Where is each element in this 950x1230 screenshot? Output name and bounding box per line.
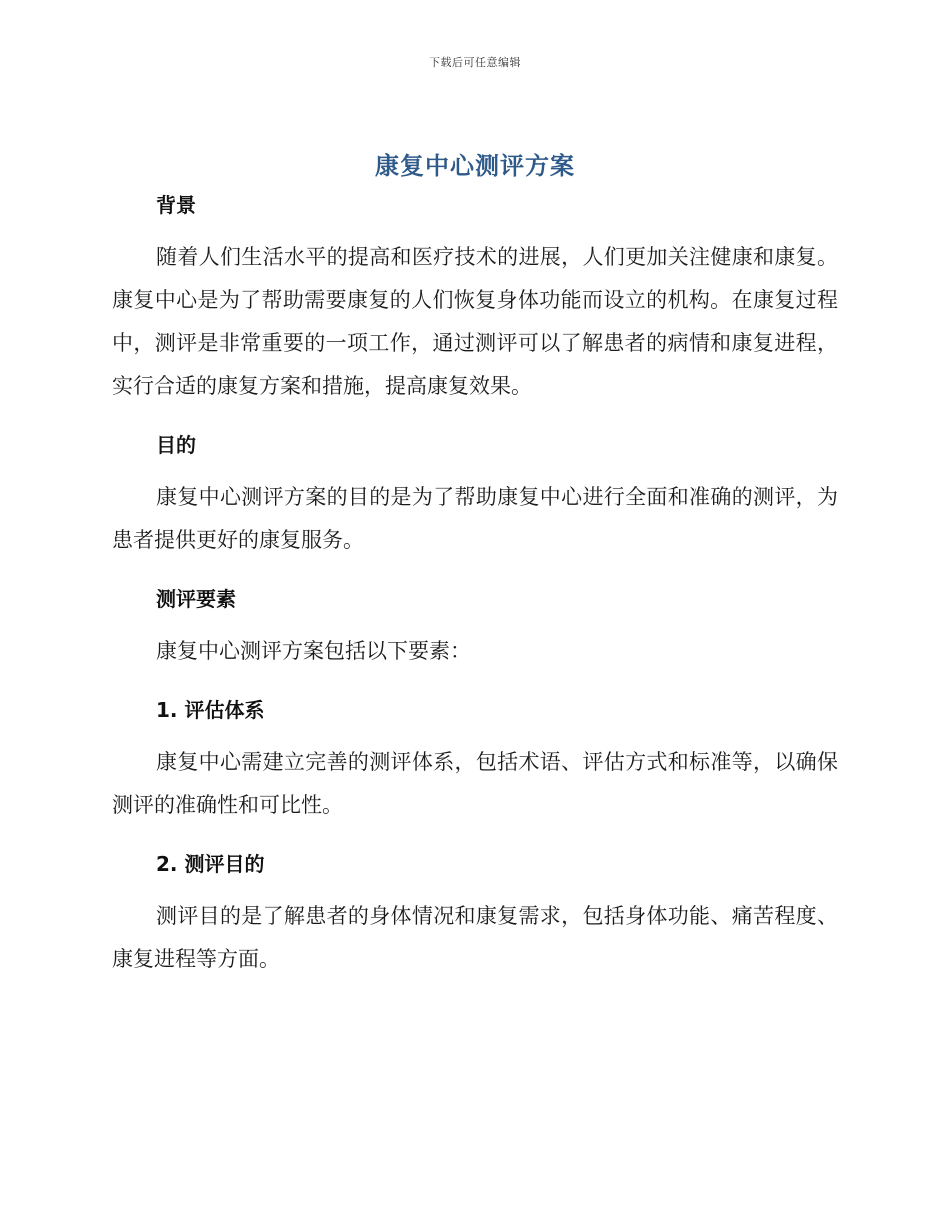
section-paragraph: 康复中心测评方案包括以下要素：: [156, 639, 471, 663]
section-heading: 1. 评估体系: [156, 698, 265, 722]
section-heading: 2. 测评目的: [156, 852, 265, 876]
document-body: [112, 190, 838, 981]
document-title: 康复中心测评方案: [375, 152, 575, 180]
section-paragraph: 康复中心需建立完善的测评体系，包括术语、评估方式和标准等，以确保测评的准确性和可比性。: [112, 750, 838, 817]
section-background: [112, 190, 838, 408]
section-heading: 背景: [156, 193, 196, 217]
section-purpose: [112, 430, 838, 562]
section-evaluation-purpose: [112, 849, 838, 981]
section-paragraph: 测评目的是了解患者的身体情况和康复需求，包括身体功能、痛苦程度、康复进程等方面。: [112, 904, 838, 971]
section-heading: 目的: [156, 433, 196, 457]
section-elements: [112, 584, 838, 673]
section-paragraph: 随着人们生活水平的提高和医疗技术的进展，人们更加关注健康和康复。康复中心是为了帮助需要康复的人们恢复身体功能而设立的机构。在康复过程中，测评是非常重要的一项工作，通过测评可以了解患者的病情和康复进程，实行合适的康复方案和措施，提高康复效果。: [112, 245, 838, 398]
section-paragraph: 康复中心测评方案的目的是为了帮助康复中心进行全面和准确的测评，为患者提供更好的康复服务。: [112, 485, 838, 552]
section-evaluation-system: [112, 695, 838, 827]
section-heading: 测评要素: [156, 587, 236, 611]
header-note: 下载后可任意编辑: [429, 56, 521, 69]
